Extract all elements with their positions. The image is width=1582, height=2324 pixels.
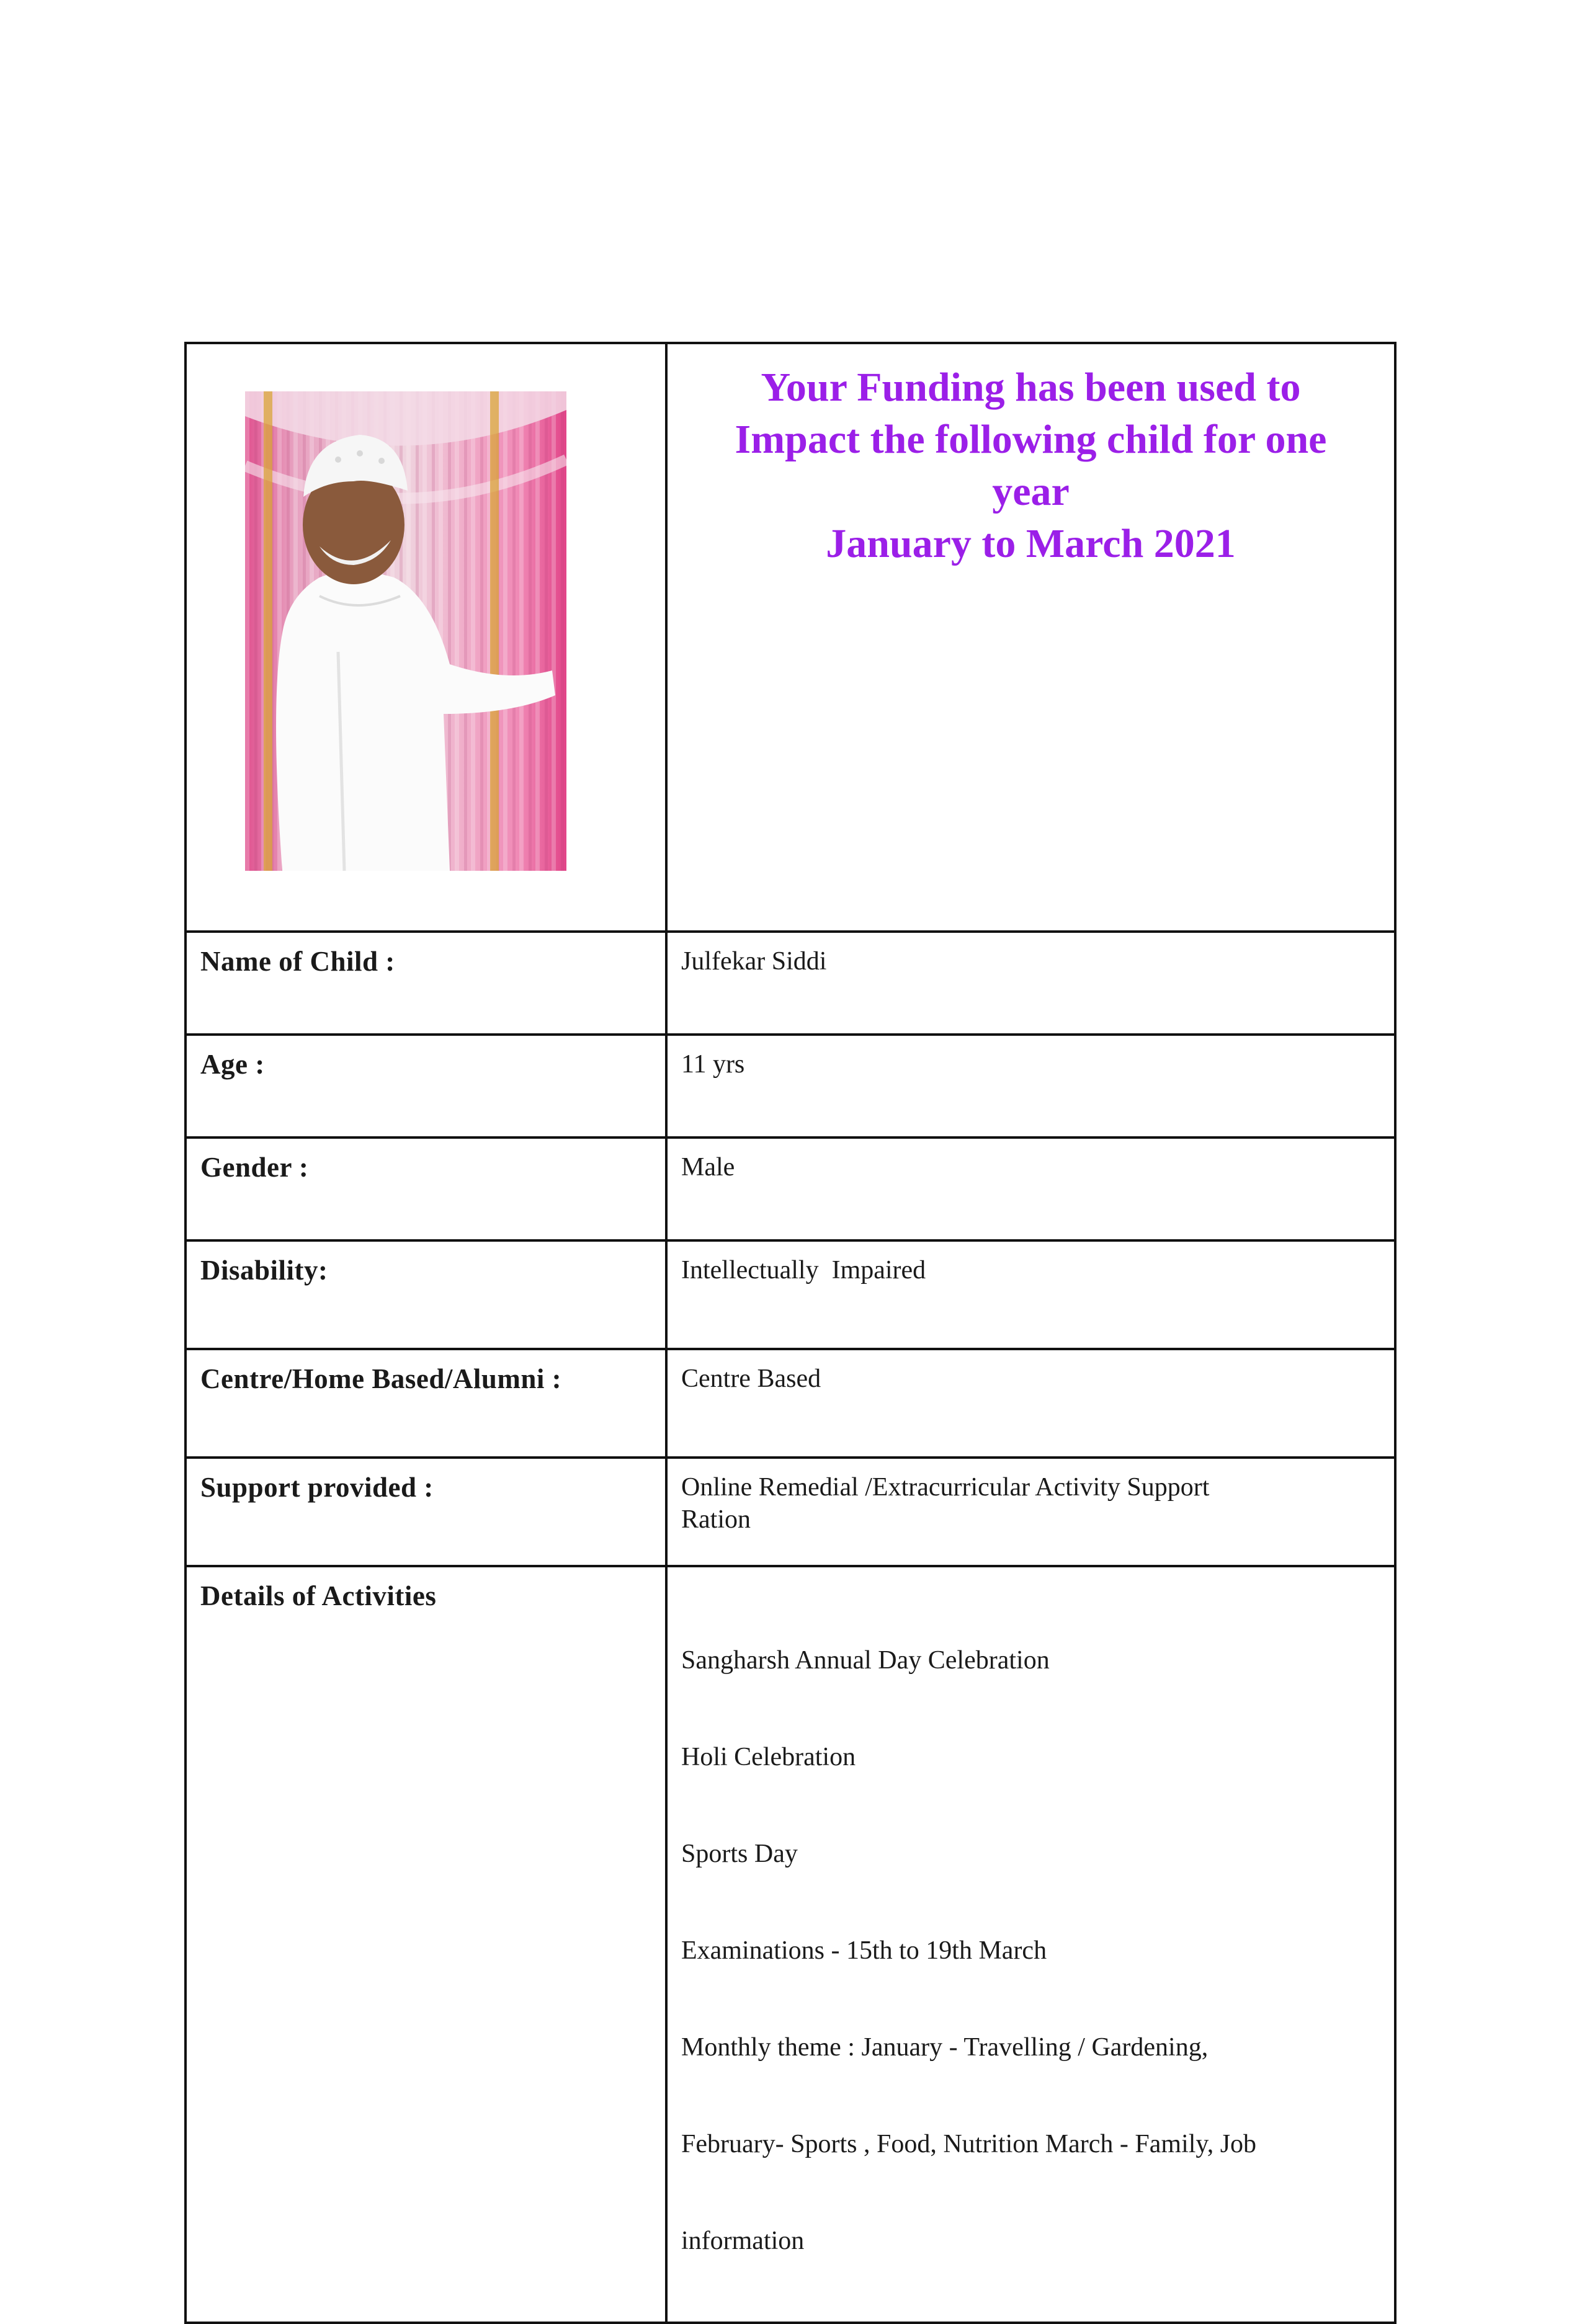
support-line-2: Ration — [681, 1505, 751, 1534]
child-impact-table — [184, 342, 1397, 2324]
row-centre — [185, 1349, 1395, 1458]
details-line-4: Examinations - 15th to 19th March — [681, 1936, 1047, 1965]
details-line-1: Sangharsh Annual Day Celebration — [681, 1646, 1050, 1675]
headline — [668, 344, 1394, 570]
details-line-7: information — [681, 2227, 805, 2255]
name-value: Julfekar Siddi — [681, 947, 827, 976]
details-line-3: Sports Day — [681, 1840, 798, 1868]
age-value: 11 yrs — [681, 1050, 745, 1079]
details-label: Details of Activities — [200, 1580, 437, 1611]
details-line-2: Holi Celebration — [681, 1743, 856, 1771]
row-details — [185, 1566, 1395, 2323]
row-gender — [185, 1138, 1395, 1240]
row-name — [185, 932, 1395, 1035]
centre-label: Centre/Home Based/Alumni : — [200, 1363, 562, 1394]
headline-cell — [666, 343, 1395, 932]
child-photo — [245, 391, 566, 871]
centre-value: Centre Based — [681, 1365, 821, 1393]
disability-label: Disability: — [200, 1255, 328, 1286]
details-value — [668, 1567, 1394, 2322]
disability-value: Intellectually Impaired — [681, 1256, 926, 1284]
age-label: Age : — [200, 1049, 265, 1080]
support-value — [668, 1459, 1394, 1536]
row-disability — [185, 1240, 1395, 1349]
gender-value: Male — [681, 1153, 735, 1182]
headline-line-1: Your Funding has been used to — [761, 365, 1301, 410]
name-label: Name of Child : — [200, 946, 395, 977]
headline-line-2: Impact the following child for one — [735, 417, 1327, 462]
photo-cell — [185, 343, 666, 932]
row-support — [185, 1458, 1395, 1566]
support-label: Support provided : — [200, 1472, 434, 1503]
row-age — [185, 1035, 1395, 1138]
details-line-6: February- Sports , Food, Nutrition March - Family, Job — [681, 2130, 1257, 2158]
headline-line-4: January to March 2021 — [826, 521, 1236, 566]
gender-label: Gender : — [200, 1152, 309, 1183]
support-line-1: Online Remedial /Extracurricular Activity Support — [681, 1473, 1210, 1502]
details-line-5: Monthly theme : January - Travelling / Gardening, — [681, 2033, 1209, 2062]
headline-line-3: year — [992, 469, 1070, 514]
